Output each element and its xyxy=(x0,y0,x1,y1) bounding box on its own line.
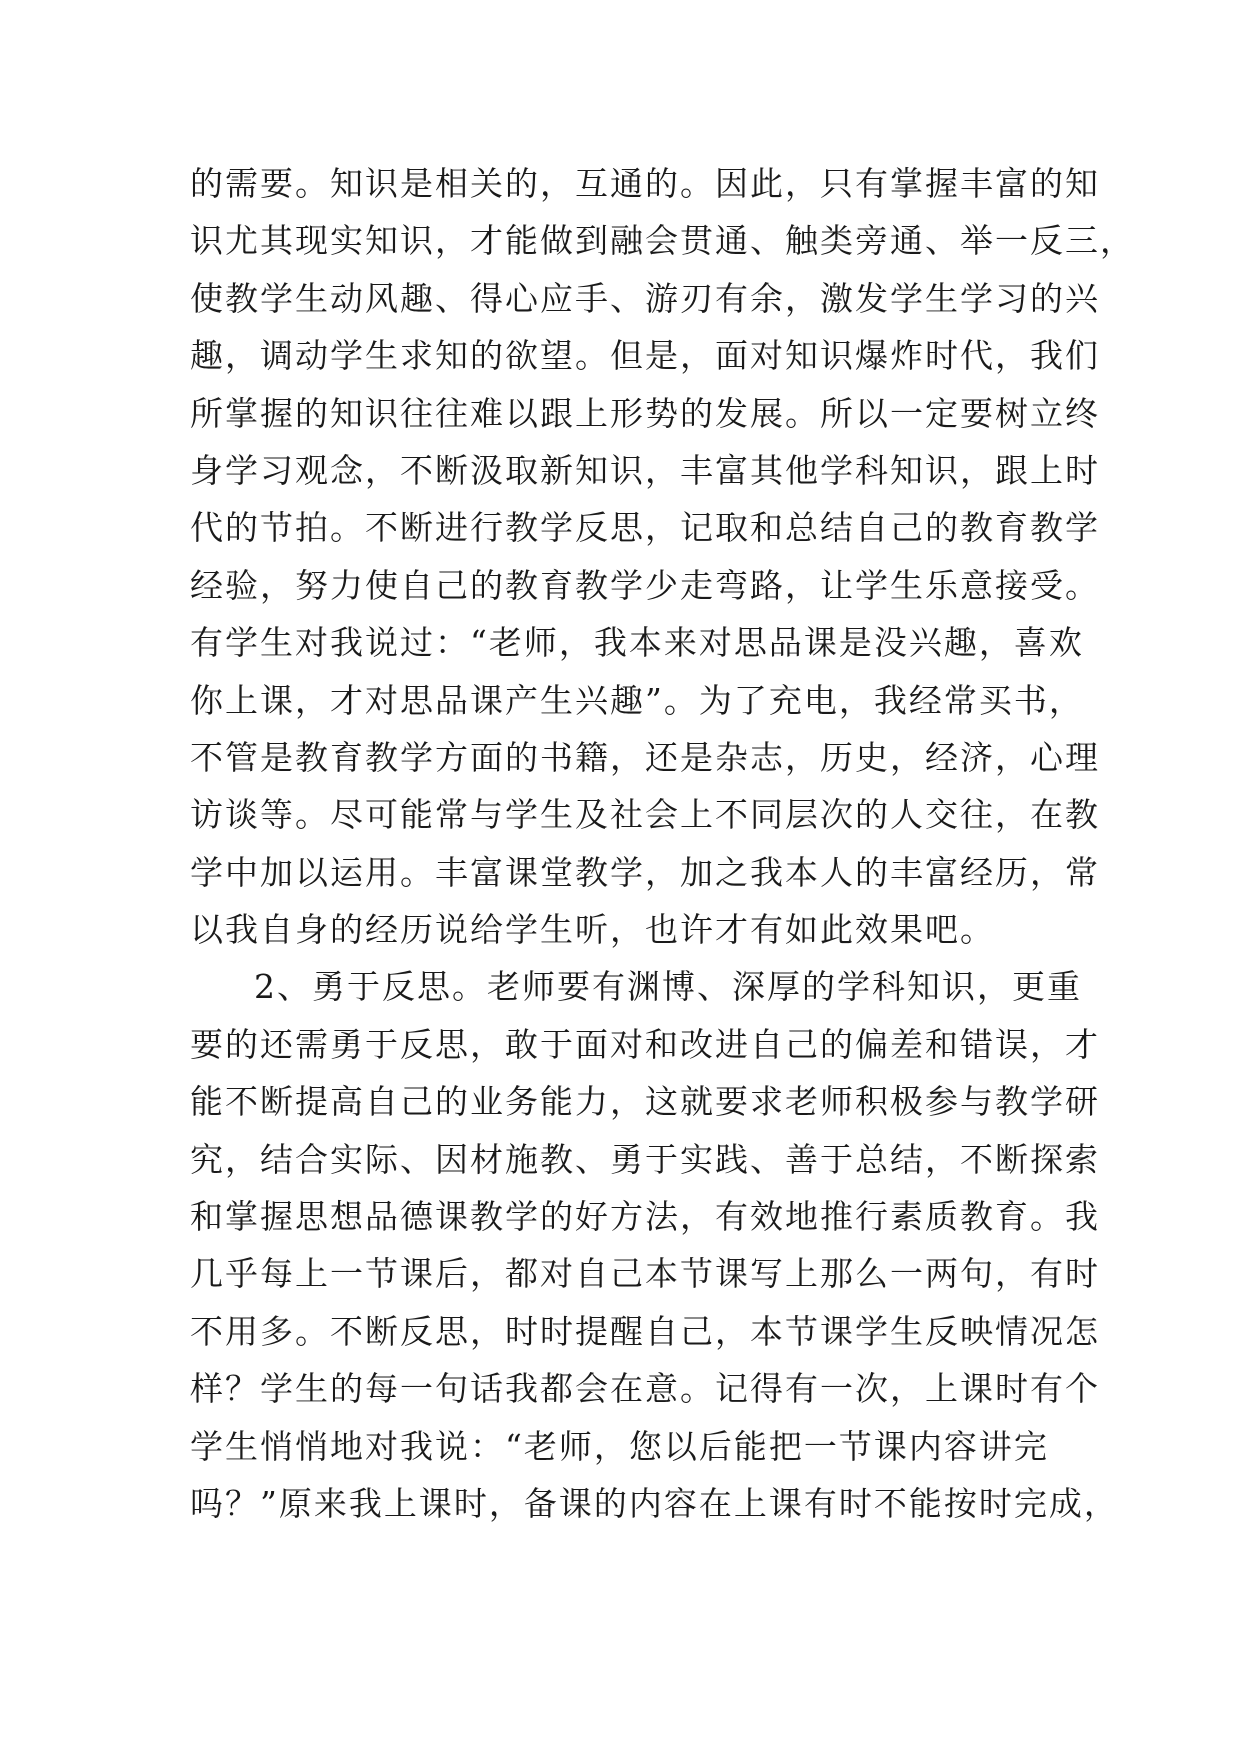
text-line: 样？学生的每一句话我都会在意。记得有一次，上课时有个 xyxy=(190,1369,1100,1409)
paragraph-start-line: 2、勇于反思。老师要有渊博、深厚的学科知识，更重 xyxy=(254,967,1082,1007)
text-line: 身学习观念，不断汲取新知识，丰富其他学科知识，跟上时 xyxy=(190,450,1100,490)
text-line: 学生悄悄地对我说：“老师，您以后能把一节课内容讲完 xyxy=(190,1426,1049,1466)
text-line: 几乎每上一节课后，都对自己本节课写上那么一两句，有时 xyxy=(190,1254,1100,1294)
text-line: 能不断提高自己的业务能力，这就要求老师积极参与教学研 xyxy=(190,1082,1100,1122)
text-line: 所掌握的知识往往难以跟上形势的发展。所以一定要树立终 xyxy=(190,393,1100,433)
text-line: 趣，调动学生求知的欲望。但是，面对知识爆炸时代，我们 xyxy=(190,336,1100,376)
text-line: 吗？”原来我上课时，备课的内容在上课有时不能按时完成， xyxy=(190,1483,1119,1523)
text-line: 和掌握思想品德课教学的好方法，有效地推行素质教育。我 xyxy=(190,1197,1100,1237)
text-line: 有学生对我说过：“老师，我本来对思品课是没兴趣，喜欢 xyxy=(190,623,1084,663)
text-line: 不用多。不断反思，时时提醒自己，本节课学生反映情况怎 xyxy=(190,1311,1100,1351)
text-line: 的需要。知识是相关的，互通的。因此，只有掌握丰富的知 xyxy=(190,164,1100,203)
text-line: 你上课，才对思品课产生兴趣”。为了充电，我经常买书， xyxy=(190,680,1084,720)
text-line: 究，结合实际、因材施教、勇于实践、善于总结，不断探索 xyxy=(190,1139,1100,1179)
body-text xyxy=(190,155,1135,1532)
text-line: 学中加以运用。丰富课堂教学，加之我本人的丰富经历，常 xyxy=(190,852,1100,892)
text-line: 识尤其现实知识，才能做到融会贯通、触类旁通、举一反三， xyxy=(190,221,1135,261)
text-line: 不管是教育教学方面的书籍，还是杂志，历史，经济，心理 xyxy=(190,737,1100,777)
text-line: 以我自身的经历说给学生听，也许才有如此效果吧。 xyxy=(190,910,995,950)
text-line: 访谈等。尽可能常与学生及社会上不同层次的人交往，在教 xyxy=(190,795,1100,835)
text-line: 使教学生动风趣、得心应手、游刃有余，激发学生学习的兴 xyxy=(190,278,1100,318)
text-line: 要的还需勇于反思，敢于面对和改进自己的偏差和错误，才 xyxy=(190,1024,1100,1064)
text-line: 代的节拍。不断进行教学反思，记取和总结自己的教育教学 xyxy=(190,508,1100,548)
text-line: 经验，努力使自己的教育教学少走弯路，让学生乐意接受。 xyxy=(190,565,1100,605)
